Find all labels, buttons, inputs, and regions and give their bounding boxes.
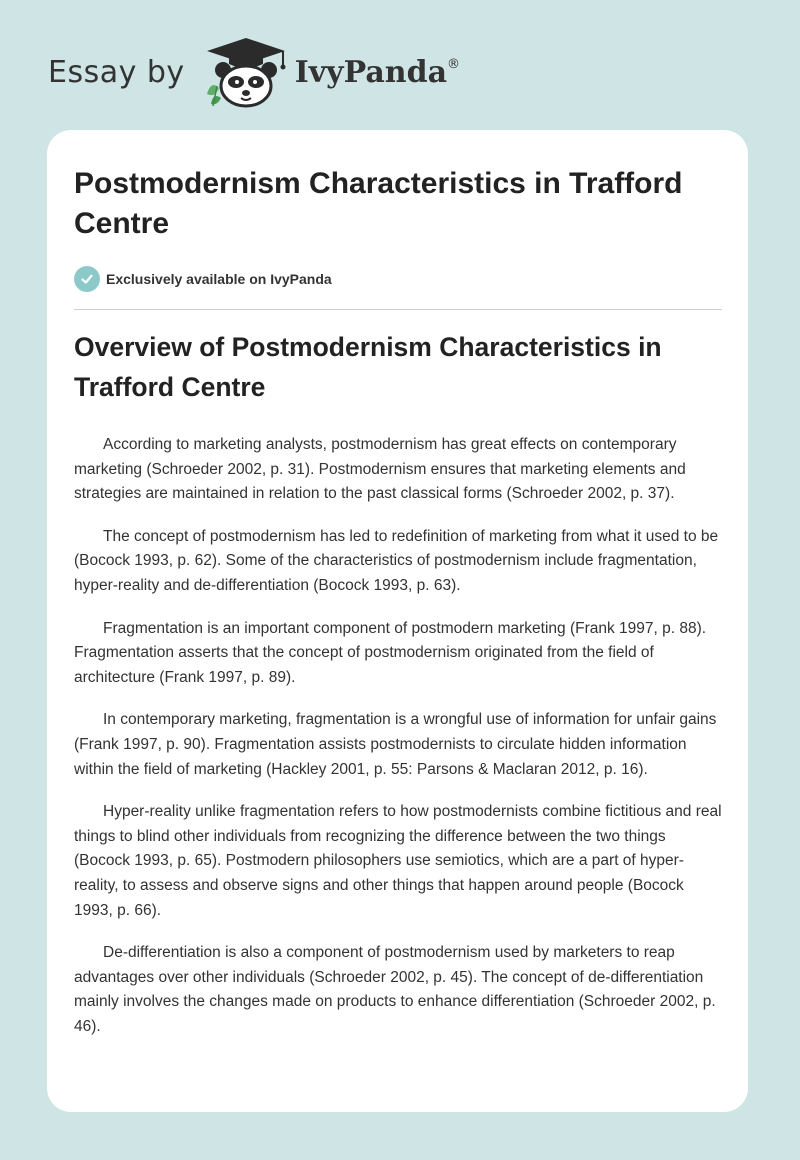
brand-name[interactable]: IvyPanda® [294, 54, 461, 90]
badge-label: Exclusively available on IvyPanda [106, 271, 332, 287]
paragraph: Hyper-reality unlike fragmentation refers to how postmodernists combine fictitious and real things to blind other individuals from recognizing the difference between the two things (Bocock 1993, p. 65). Postmodern philosophers use semiotics, which are a part of hyper-reality, to assess and observe signs and other things that happen around people (Bocock 1993, p. 66). [74, 803, 722, 919]
essay-by-label: Essay by [48, 54, 185, 90]
section-heading: Overview of Postmodernism Characteristics in Trafford Centre [74, 332, 662, 402]
paragraph: According to marketing analysts, postmodernism has great effects on contemporary marketing (Schroeder 2002, p. 31). Postmodernism ensures that marketing elements and strategies are maintained in relation to the past classical forms (Schroeder 2002, p. 37). [74, 436, 686, 503]
exclusive-badge [74, 266, 722, 292]
essay-card [47, 130, 748, 1112]
paragraph: Fragmentation is an important component of postmodern marketing (Frank 1997, p. 88). Fragmentation asserts that the concept of postmodernism originated from the field of architecture (Frank 1997, p. 89). [74, 619, 707, 686]
site-header [48, 36, 460, 108]
panda-logo-icon[interactable] [201, 36, 291, 108]
page-title: Postmodernism Characteristics in Trafford Centre [74, 167, 683, 240]
paragraph: In contemporary marketing, fragmentation is a wrongful use of information for unfair gains (Frank 1997, p. 90). Fragmentation assists postmodernists to circulate hidden information within the field of marketing (Hackley 2001, p. 55: Parsons & Maclaran 2012, p. 16). [74, 711, 717, 778]
check-icon [74, 266, 100, 292]
paragraph: De-differentiation is also a component of postmodernism used by marketers to reap advantages over other individuals (Schroeder 2002, p. 45). The concept of de-differentiation mainly involves the changes made on products to enhance differentiation (Schroeder 2002, p. 46). [74, 944, 716, 1035]
registered-mark: ® [447, 56, 461, 72]
paragraph: The concept of postmodernism has led to redefinition of marketing from what it used to be (Bocock 1993, p. 62). Some of the characteristics of postmodernism include fragmentation, hyper-reality and de-differentiation (Bocock 1993, p. 63). [74, 527, 719, 594]
divider [74, 309, 722, 310]
